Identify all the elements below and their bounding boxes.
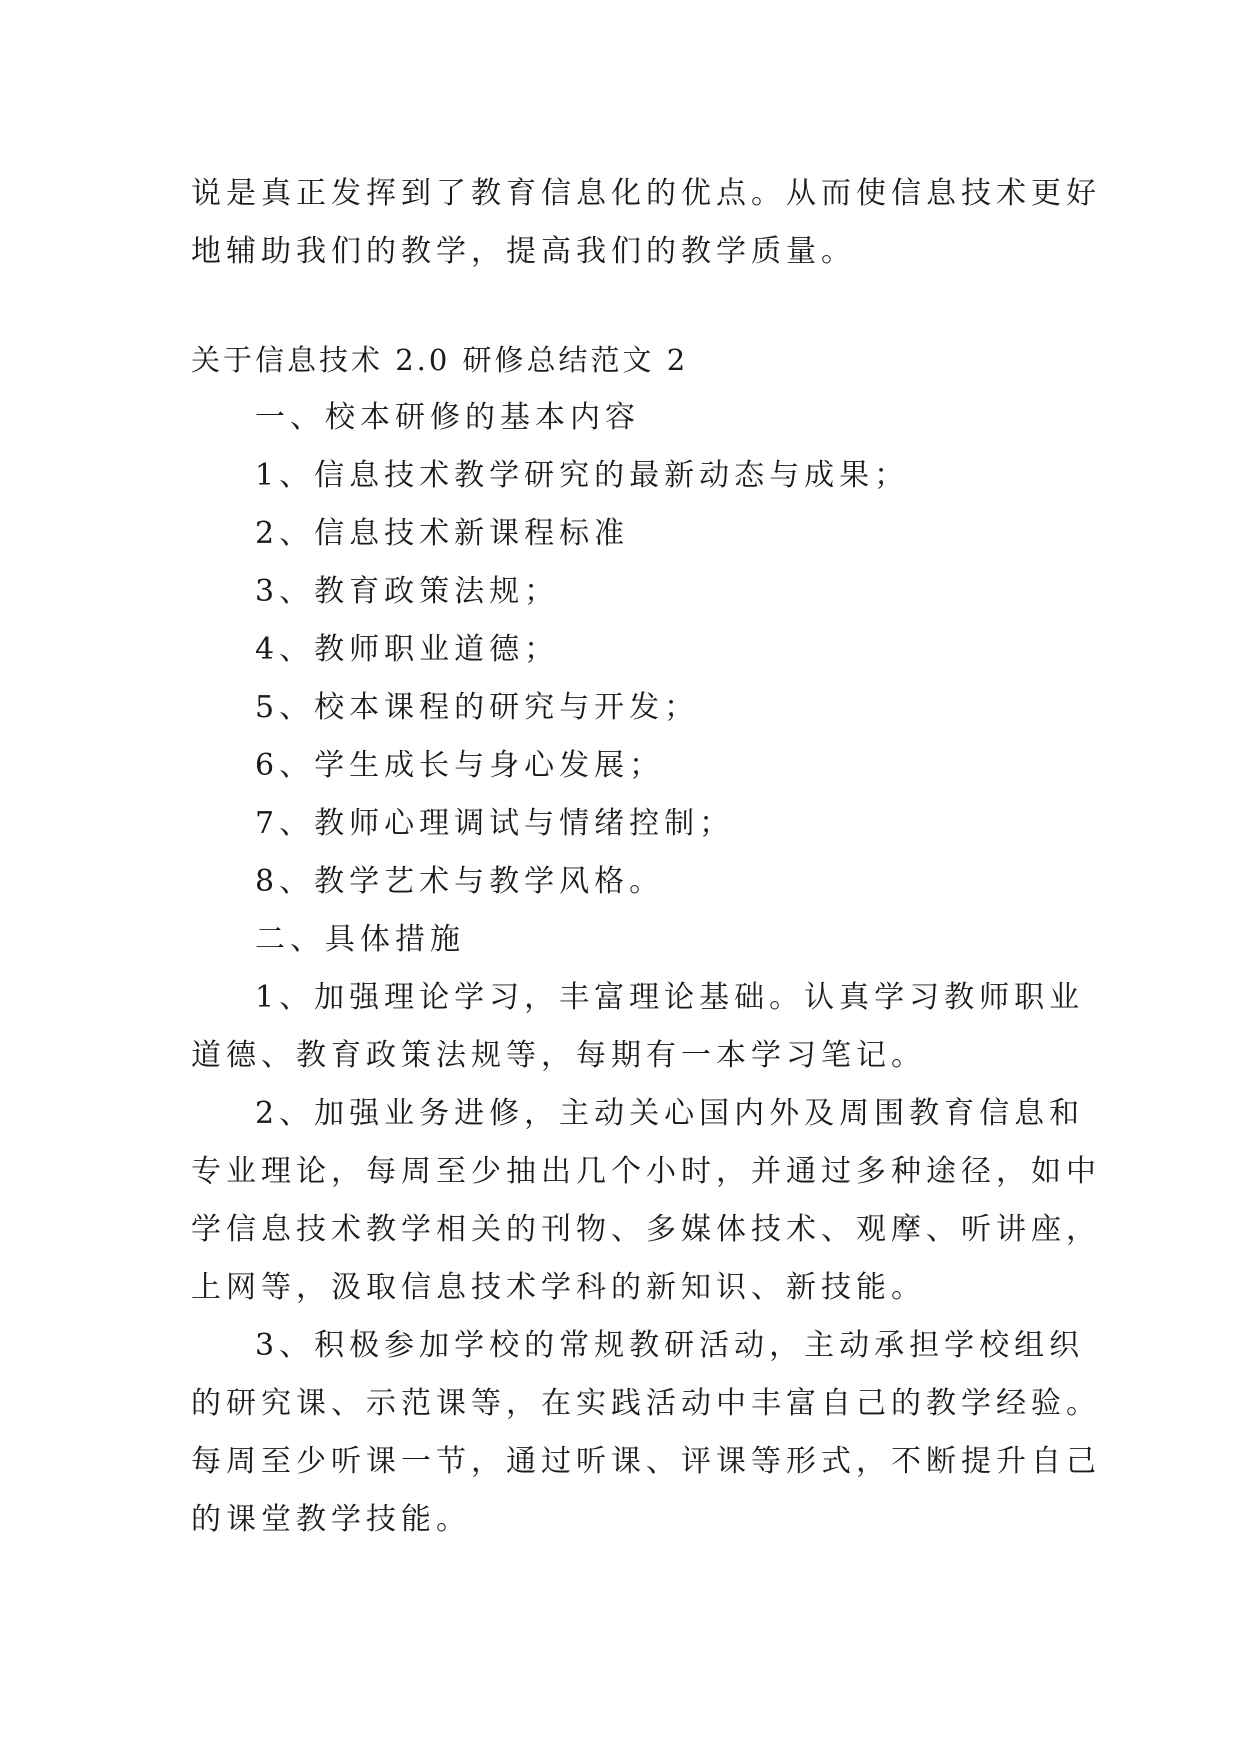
paragraph-line: 上网等，汲取信息技术学科的新知识、新技能。 (191, 1270, 926, 1305)
section-heading: 二、具体措施 (255, 922, 465, 957)
paragraph-line: 的研究课、示范课等，在实践活动中丰富自己的教学经验。 (191, 1386, 1101, 1421)
document-page (191, 165, 1101, 1549)
paragraph-line: 道德、教育政策法规等，每期有一本学习笔记。 (191, 1038, 926, 1073)
paragraph-line: 1、加强理论学习，丰富理论基础。认真学习教师职业 (255, 980, 1085, 1015)
paragraph-line: 3、积极参加学校的常规教研活动，主动承担学校组织 (255, 1328, 1085, 1363)
list-item: 3、教育政策法规； (255, 574, 560, 609)
intro-line: 地辅助我们的教学，提高我们的教学质量。 (191, 234, 856, 269)
paragraph-line: 专业理论，每周至少抽出几个小时，并通过多种途径，如中 (191, 1154, 1101, 1189)
list-item: 2、信息技术新课程标准 (255, 516, 630, 551)
paragraph-line: 的课堂教学技能。 (191, 1502, 471, 1537)
paragraph-line: 学信息技术教学相关的刊物、多媒体技术、观摩、听讲座， (191, 1212, 1101, 1247)
list-item: 6、学生成长与身心发展； (255, 748, 665, 783)
intro-line: 说是真正发挥到了教育信息化的优点。从而使信息技术更好 (191, 176, 1101, 211)
list-item: 8、教学艺术与教学风格。 (255, 864, 665, 899)
list-item: 4、教师职业道德； (255, 632, 560, 667)
list-item: 5、校本课程的研究与开发； (255, 690, 700, 725)
list-item: 7、教师心理调试与情绪控制； (255, 806, 735, 841)
paragraph-line: 2、加强业务进修，主动关心国内外及周围教育信息和 (255, 1096, 1085, 1131)
list-item: 1、信息技术教学研究的最新动态与成果； (255, 458, 910, 493)
document-title: 关于信息技术 2.0 研修总结范文 2 (191, 343, 689, 377)
section-heading: 一、校本研修的基本内容 (255, 400, 640, 435)
paragraph-line: 每周至少听课一节，通过听课、评课等形式，不断提升自己 (191, 1444, 1101, 1479)
